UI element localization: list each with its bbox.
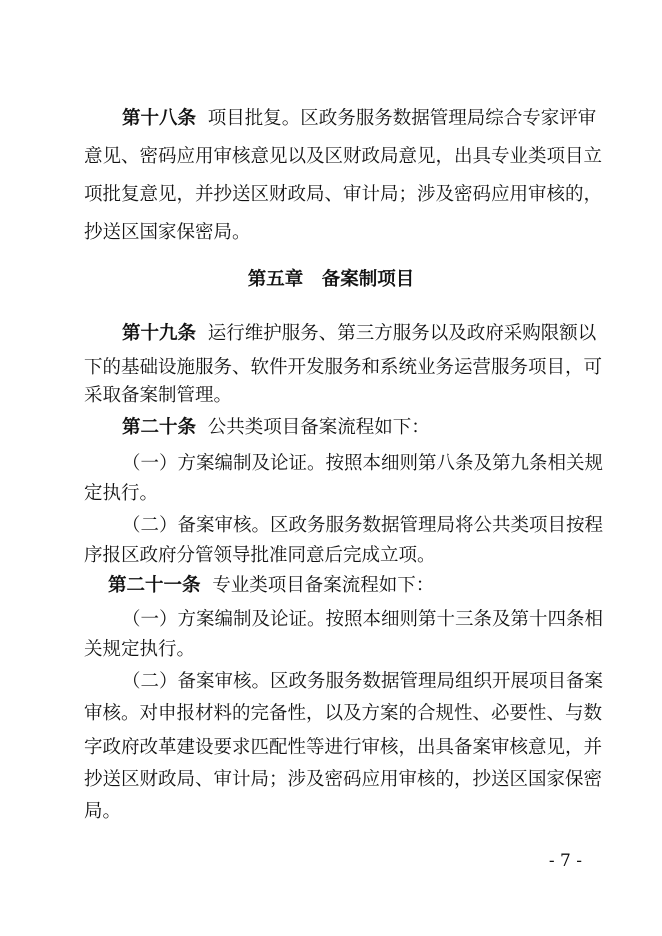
article-21-label: 第二十一条 bbox=[108, 575, 201, 596]
article-19-label: 第十九条 bbox=[122, 323, 197, 344]
article-18-line-4: 抄送区国家保密局。 bbox=[84, 222, 251, 243]
article-21-item-1-line-1: （一）方案编制及论证。按照本细则第十三条及第十四条相 bbox=[122, 609, 604, 630]
article-20-text: 公共类项目备案流程如下： bbox=[207, 417, 430, 438]
article-18-line-2: 意见、密码应用审核意见以及区财政局意见，出具专业类项目立 bbox=[84, 146, 603, 167]
article-20-item-2-line-2: 序报区政府分管领导批准同意后完成立项。 bbox=[84, 545, 436, 566]
article-21-line-1 bbox=[108, 574, 434, 598]
article-20-item-1-line-1: （一）方案编制及论证。按照本细则第八条及第九条相关规 bbox=[122, 453, 604, 474]
article-19-line-2: 下的基础设施服务、软件开发服务和系统业务运营服务项目，可 bbox=[84, 357, 603, 378]
article-21-item-2-line-3: 字政府改革建设要求匹配性等进行审核，出具备案审核意见，并 bbox=[84, 737, 603, 758]
article-21-item-2-line-2: 审核。对申报材料的完备性，以及方案的合规性、必要性、与数 bbox=[84, 703, 603, 724]
article-21-item-2-line-5: 局。 bbox=[84, 801, 122, 822]
article-18-line-3: 项批复意见，并抄送区财政局、审计局；涉及密码应用审核的， bbox=[84, 184, 603, 205]
article-20-line-1 bbox=[122, 416, 430, 440]
article-19-line-3: 采取备案制管理。 bbox=[84, 385, 233, 406]
article-21-text: 专业类项目备案流程如下： bbox=[212, 575, 435, 596]
article-18-text: 项目批复。区政务服务数据管理局综合专家评审 bbox=[207, 108, 597, 129]
article-21-item-2-line-1: （二）备案审核。区政务服务数据管理局组织开展项目备案 bbox=[122, 671, 604, 692]
article-20-label: 第二十条 bbox=[122, 417, 197, 438]
chapter-heading: 第五章 备案制项目 bbox=[247, 269, 415, 290]
article-18-line-1 bbox=[122, 107, 596, 131]
article-21-item-2-line-4: 抄送区财政局、审计局；涉及密码应用审核的，抄送区国家保密 bbox=[84, 769, 603, 790]
page-number: - 7 - bbox=[548, 851, 582, 871]
article-20-item-2-line-1: （二）备案审核。区政务服务数据管理局将公共类项目按程 bbox=[122, 515, 604, 536]
article-21-item-1-line-2: 关规定执行。 bbox=[84, 639, 196, 660]
article-18-label: 第十八条 bbox=[122, 108, 197, 129]
article-19-text: 运行维护服务、第三方服务以及政府采购限额以 bbox=[207, 323, 597, 344]
article-20-item-1-line-2: 定执行。 bbox=[84, 483, 159, 504]
article-19-line-1 bbox=[122, 322, 596, 346]
